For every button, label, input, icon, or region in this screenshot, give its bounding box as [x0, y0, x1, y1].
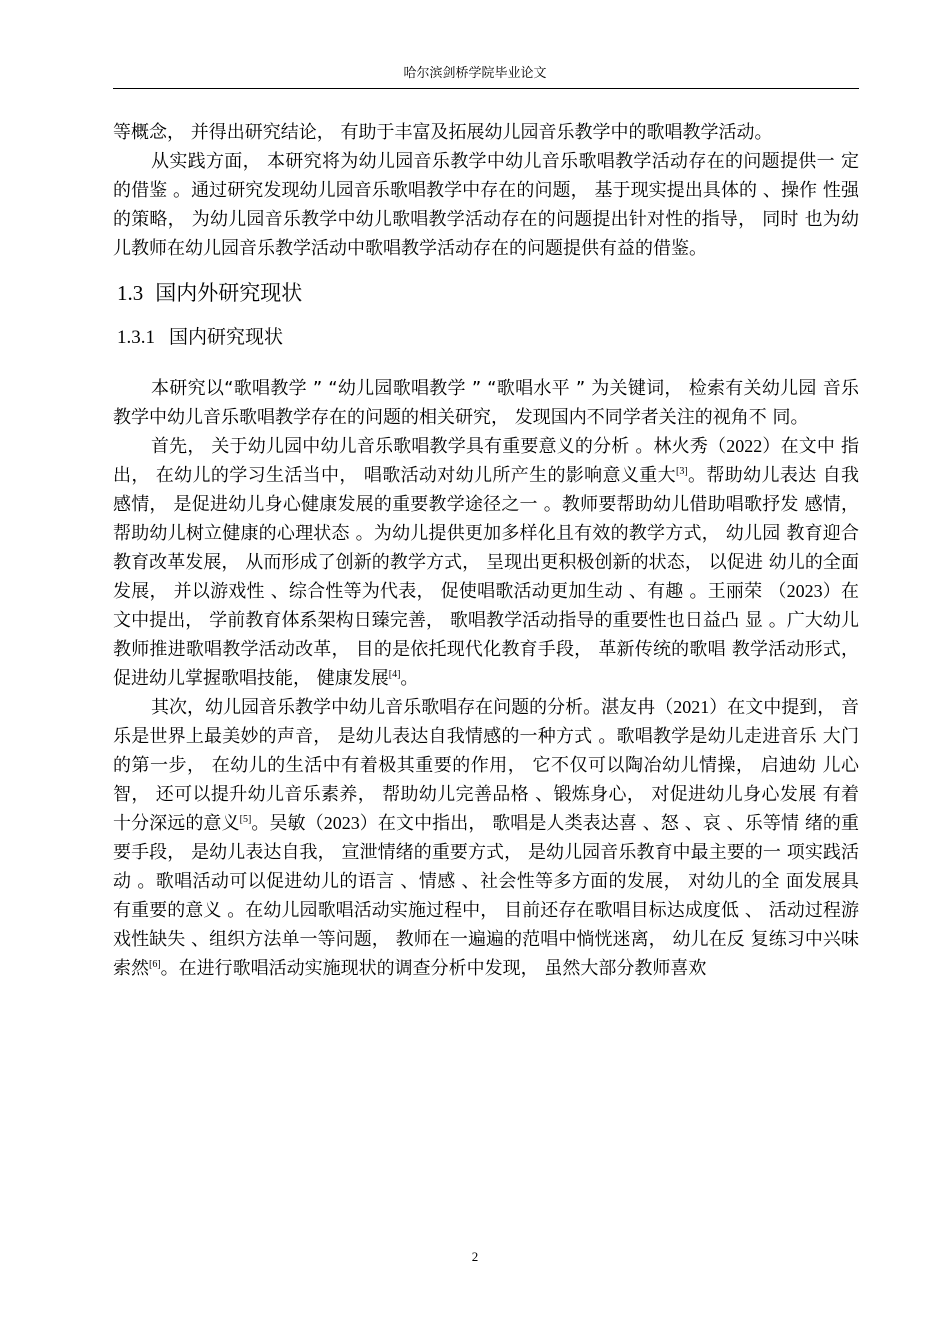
text-run: 其次，幼儿园音乐教学中幼儿音乐歌唱存在问题的分析。湛友冉（: [151, 697, 674, 718]
citation-year: 2023: [786, 581, 823, 601]
section-title: 国内外研究现状: [155, 281, 303, 305]
section-heading-1-3: [117, 277, 859, 309]
subsection-title: 国内研究现状: [169, 326, 284, 348]
paragraph-problem-analysis: [113, 693, 859, 983]
citation-reference: [3]: [675, 466, 688, 477]
citation-reference: [4]: [388, 669, 401, 680]
document-body: [113, 118, 859, 983]
text-run: 。在进行歌唱活动实施现状的调查分析中发现， 虽然大部分教师喜欢: [160, 958, 707, 979]
citation-reference: [5]: [239, 814, 252, 825]
page-number: 2: [471, 1249, 479, 1264]
section-number: 1.3: [117, 281, 144, 305]
text-run: ）在文中 指出， 在幼儿的学习生活当中， 唱歌活动对幼儿所产生的影响意义重大: [113, 436, 859, 486]
paragraph-importance-analysis: [113, 432, 859, 693]
citation-year: 2023: [323, 813, 360, 833]
subsection-heading-1-3-1: [117, 322, 859, 353]
text-run: 首先， 关于幼儿园中幼儿音乐歌唱教学具有重要意义的分析 。林火秀（: [151, 436, 727, 457]
paragraph-practical-significance: 从实践方面， 本研究将为幼儿园音乐教学中幼儿音乐歌唱教学活动存在的问题提供一 定的借鉴 。通过研究发现幼儿园音乐歌唱教学中存在的问题， 基于现实提出具体的 、操作 性强的策略， 为幼儿园音乐教学中幼儿歌唱教学活动存在的问题提出针对性的指导， 同时 也为幼儿教师在幼儿园音乐教学活动中歌唱教学活动存在的问题提供有益的借鉴。: [113, 151, 859, 259]
text-run: 。: [400, 668, 419, 689]
text-run: ）在文中提出， 学前教育体系架构日臻完善， 歌唱教学活动指导的重要性也日益凸 显 。广大幼儿教师推进歌唱教学活动改革， 目的是依托现代化教育手段， 革新传统的歌唱 教学活动形式， 促进幼儿掌握歌唱技能， 健康发展: [113, 581, 860, 689]
text-run: 。帮助幼儿表达 自我感情， 是促进幼儿身心健康发展的重要教学途径之一 。教师要帮助幼儿借助唱歌抒发 感情， 帮助幼儿树立健康的心理状态 。为幼儿提供更加多样化且有效的教学方式， 幼儿园 教育迎合教育改革发展， 从而形成了创新的教学方式， 呈现出更积极创新的状态， 以促进 幼儿的全面发展， 并以游戏性 、综合性等为代表， 促使唱歌活动更加生动 、有趣 。王丽荣 （: [113, 465, 859, 602]
running-header: 哈尔滨剑桥学院毕业论文: [403, 66, 547, 81]
subsection-number: 1.3.1: [117, 327, 155, 348]
paragraph-keywords: 本研究以“歌唱教学 ” “幼儿园歌唱教学 ” “歌唱水平 ” 为关键词， 检索有关幼儿园 音乐教学中幼儿音乐歌唱教学存在的问题的相关研究， 发现国内不同学者关注的视角不 同。: [113, 378, 859, 428]
text-run: 。吴敏（: [251, 813, 324, 834]
citation-year: 2021: [673, 697, 710, 717]
header-rule: [113, 88, 859, 89]
text-run: ）在文中提到， 音乐是世界上最美妙的声音， 是幼儿表达自我情感的一种方式 。歌唱教学是幼儿走进音乐 大门的第一步， 在幼儿的生活中有着极其重要的作用， 它不仅可以陶冶幼儿情操， 启迪幼 儿心智， 还可以提升幼儿音乐素养， 帮助幼儿完善品格 、锻炼身心， 对促进幼儿身心发展 有着十分深远的意义: [113, 697, 859, 834]
citation-reference: [6]: [149, 959, 161, 970]
text-run: ）在文中指出， 歌唱是人类表达喜 、怒 、哀 、乐等情 绪的重要手段， 是幼儿表达自我， 宣泄情绪的重要方式， 是幼儿园音乐教育中最主要的一 项实践活动 。歌唱活动可以促进幼儿的语言 、情感 、社会性等多方面的发展， 对幼儿的全 面发展具有重要的意义 。在幼儿园歌唱活动实施过程中， 目前还存在歌唱目标达成度低 、 活动过程游戏性缺失 、组织方法单一等问题， 教师在一遍遍的范唱中惝恍迷离， 幼儿在反 复练习中兴味索然: [113, 813, 860, 979]
citation-year: 2022: [726, 436, 763, 456]
paragraph-continuation: 等概念， 并得出研究结论， 有助于丰富及拓展幼儿园音乐教学中的歌唱教学活动。: [113, 122, 773, 143]
